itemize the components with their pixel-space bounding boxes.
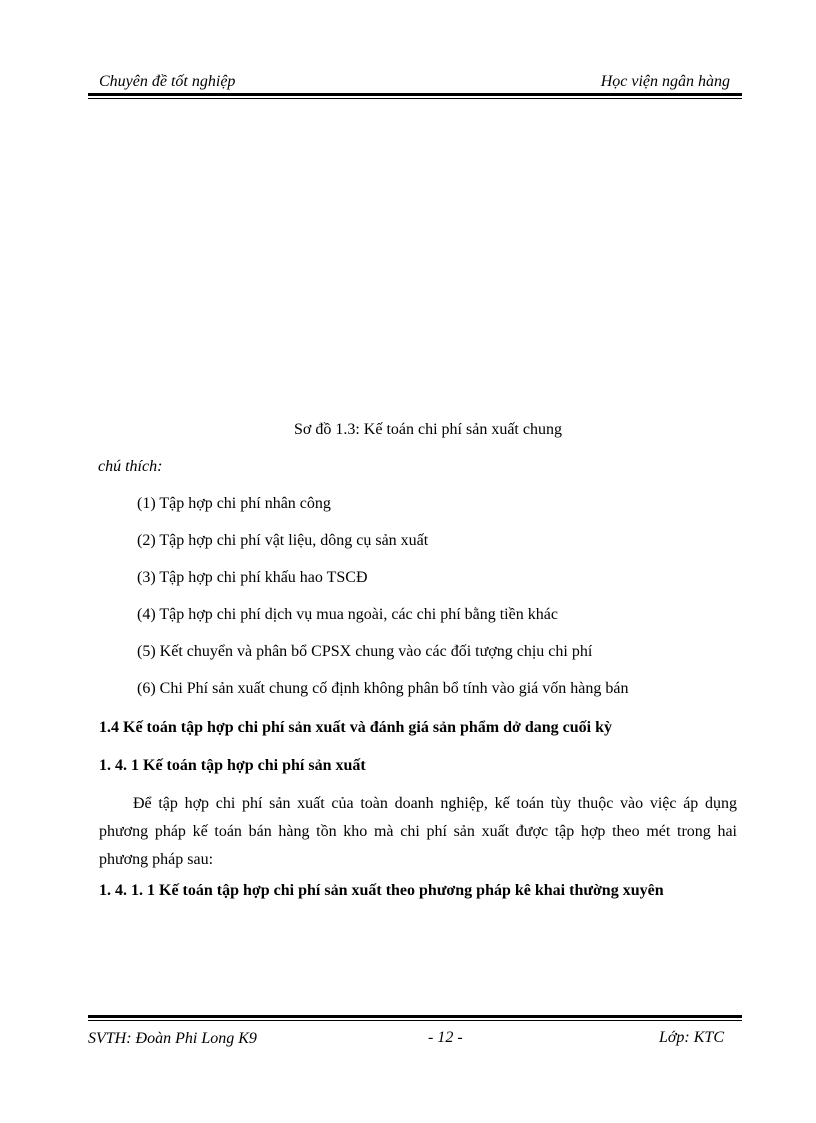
footer-rule-thin (88, 1020, 742, 1021)
legend-item: (2) Tập hợp chi phí vật liệu, dông cụ sản xuất (137, 532, 429, 549)
legend-title: chú thích: (98, 458, 163, 475)
section-heading-1-4-1: 1. 4. 1 Kế toán tập hợp chi phí sản xuất (99, 757, 366, 774)
footer-page-number: - 12 - (428, 1029, 463, 1046)
section-heading-1-4: 1.4 Kế toán tập hợp chi phí sản xuất và đánh giá sản phẩm dở dang cuối kỳ (99, 719, 612, 736)
legend-item: (3) Tập hợp chi phí khấu hao TSCĐ (137, 569, 368, 586)
body-paragraph (99, 790, 737, 874)
header-left: Chuyên đề tốt nghiệp (99, 73, 236, 90)
legend-item: (6) Chi Phí sản xuất chung cố định không phân bổ tính vào giá vốn hàng bán (137, 680, 629, 697)
header-rule-thick (88, 93, 742, 96)
footer-student: SVTH: Đoàn Phi Long K9 (88, 1030, 257, 1047)
footer-rule-thick (88, 1015, 742, 1018)
header-rule-thin (88, 98, 742, 99)
diagram-caption: Sơ đồ 1.3: Kế toán chi phí sản xuất chung (294, 421, 562, 438)
header-right: Học viện ngân hàng (600, 73, 730, 90)
legend-item: (4) Tập hợp chi phí dịch vụ mua ngoài, các chi phí bằng tiền khác (137, 606, 558, 623)
section-heading-1-4-1-1: 1. 4. 1. 1 Kế toán tập hợp chi phí sản xuất theo phương pháp kê khai thường xuyên (99, 882, 664, 899)
legend-item: (1) Tập hợp chi phí nhân công (137, 495, 331, 512)
footer-class: Lớp: KTC (658, 1029, 724, 1046)
body-paragraph-text: Để tập hợp chi phí sản xuất của toàn doanh nghiệp, kế toán tùy thuộc vào việc áp dụng phương pháp kế toán bán hàng tồn kho mà chi phí sản xuất được tập hợp theo mét trong hai phương pháp sau: (99, 795, 737, 868)
legend-item: (5) Kết chuyển và phân bổ CPSX chung vào các đối tượng chịu chi phí (137, 643, 593, 660)
